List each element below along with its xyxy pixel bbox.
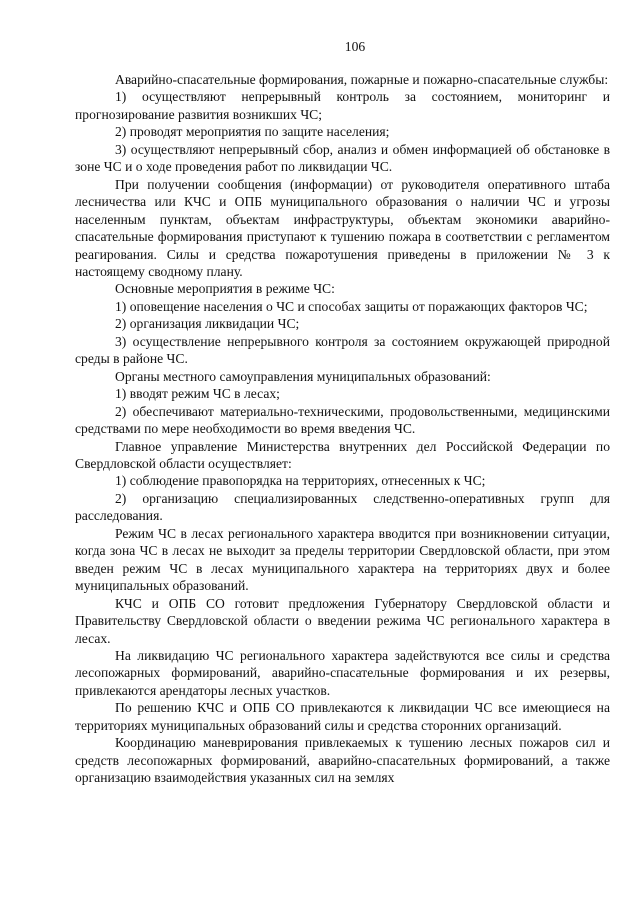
list-item: 3) осуществляют непрерывный сбор, анализ и обмен информацией об обстановке в зоне ЧС и о ходе проведения работ по ликвидации ЧС. [75,141,610,175]
paragraph: Органы местного самоуправления муниципальных образований: [115,368,491,384]
paragraph: По решению КЧС и ОПБ СО привлекаются к ликвидации ЧС все имеющиеся на территориях муниципальных образований силы и средства сторонних организаций. [75,700,610,733]
paragraph: КЧС и ОПБ СО готовит предложения Губернатору Свердловской области и Правительству Свердловской области о введении режима ЧС регионального характера в лесах. [75,595,610,646]
paragraph: При получении сообщения (информации) от руководителя оперативного штаба лесничества или КЧС и ОПБ муниципального образования о наличии ЧС и угрозы населенным пунктам, объектам инфраструктуры, объектам экономики аварийно-спасательные формирования приступают к тушению пожара в соответствии с регламентом реагирования. Силы и средства пожаротушения приведены в приложении № 3 к настоящему сводному плану. [75,176,610,279]
page-number: 106 [344,39,366,54]
list-item: 1) осуществляют непрерывный контроль за состоянием, мониторинг и прогнозирование развития возникших ЧС; [75,89,610,122]
list-item: 1) вводят режим ЧС в лесах; [115,386,280,402]
paragraph: Главное управление Министерства внутренних дел Российской Федерации по Свердловской области осуществляет: [75,438,610,471]
list-item: 1) соблюдение правопорядка на территориях, отнесенных к ЧС; [115,473,486,489]
paragraph: Режим ЧС в лесах регионального характера вводится при возникновении ситуации, когда зона ЧС в лесах не выходит за пределы территории Свердловской области, при этом введен режим ЧС в лесах муниципального характера на территориях двух и более муниципальных образований. [75,525,610,594]
paragraph: На ликвидацию ЧС регионального характера задействуются все силы и средства лесопожарных формирований, аварийно-спасательные формирования и их резервы, привлекаются арендаторы лесных участков. [75,647,610,698]
document-body [75,71,610,787]
paragraph: Аварийно-спасательные формирования, пожарные и пожарно-спасательные службы: [115,72,609,87]
paragraph: Координацию маневрирования привлекаемых к тушению лесных пожаров сил и средств лесопожарных формирований, аварийно-спасательных формирований, а также организацию взаимодействия указанных сил на землях [75,735,610,786]
paragraph: Основные мероприятия в режиме ЧС: [115,281,335,297]
list-item: 1) оповещение населения о ЧС и способах защиты от поражающих факторов ЧС; [115,298,588,314]
list-item: 2) обеспечивают материально-техническими, продовольственными, медицинскими средствами по мере необходимости во время введения ЧС. [75,403,610,437]
list-item: 2) организацию специализированных следственно-оперативных групп для расследования. [75,490,610,524]
list-item: 2) проводят мероприятия по защите населения; [115,124,390,140]
list-item: 2) организация ликвидации ЧС; [115,316,300,332]
list-item: 3) осуществление непрерывного контроля за состоянием окружающей природной среды в районе ЧС. [75,333,610,367]
